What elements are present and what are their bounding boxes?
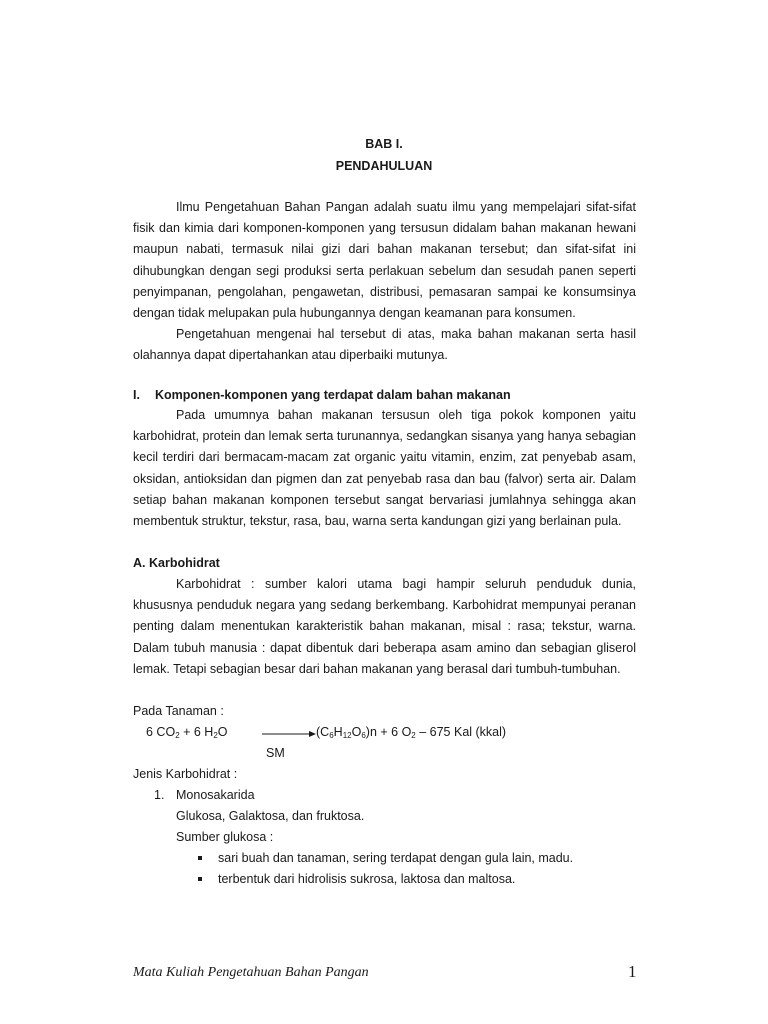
- reaction-products: $(C_6H_{12}O_6)n + 6$ $O_2 - 675$ Kal (kkal): [316, 725, 507, 740]
- list-item-number: 1.: [154, 788, 165, 802]
- list-item-title: Monosakarida: [176, 788, 255, 802]
- reaction-arrow-icon: [262, 728, 316, 738]
- intro-paragraph-2: Pengetahuan mengenai hal tersebut di atas, maka bahan makanan serta hasil olahannya dapat dipertahankan atau diperbaiki mutunya.: [133, 327, 636, 363]
- bullet-icon: [198, 877, 202, 881]
- bullet-item-1: sari buah dan tanaman, sering terdapat dengan gula lain, madu.: [218, 851, 574, 865]
- section-a-body: Karbohidrat : sumber kalori utama bagi hampir seluruh penduduk dunia, khususnya penduduk negara yang sedang berkembang. Karbohidrat mempunyai peranan penting dalam menentukan karakteristik bahan makanan, misal : rasa; tekstur, warna. Dalam tubuh manusia : dapat dibentuk dari beberapa asam amino dan sebagian gliserol lemak. Tetapi sebagian besar dari bahan makanan yang berasal dari tumbuh-tumbuhan.: [133, 577, 636, 676]
- intro-paragraph-1: Ilmu Pengetahuan Bahan Pangan adalah suatu ilmu yang mempelajari sifat-sifat fisik dan kimia dari komponen-komponen yang tersusun didalam bahan makanan hewani maupun nabati, termasuk nilai gizi dari bahan makanan tersebut; dan sifat-sifat ini dihubungkan dengan segi produksi serta perlakuan sebelum dan sesudah panen seperti penyimpanan, pengolahan, pengawetan, distribusi, pemasaran sampai ke konsumsinya dengan tidak melupakan pula hubungannya dengan keamanan para konsumen.: [133, 200, 636, 321]
- reaction-reactants: 6 $CO_2 + 6$ $H_2O$: [146, 725, 228, 740]
- bullet-item-2: terbentuk dari hidrolisis sukrosa, laktosa dan maltosa.: [218, 872, 516, 886]
- bullet-icon: [198, 856, 202, 860]
- chapter-label: BAB I.: [365, 137, 403, 151]
- section-a-heading: A. Karbohidrat: [133, 556, 220, 570]
- jenis-label: Jenis Karbohidrat :: [133, 767, 238, 781]
- section-1-body: Pada umumnya bahan makanan tersusun oleh tiga pokok komponen yaitu karbohidrat, protein dan lemak serta turunannya, sedangkan sisanya yang hanya sebagian kecil terdiri dari bermacam-macam zat organic yaitu vitamin, enzim, zat penyebab asam, oksidan, antioksidan dan pigmen dan zat penyebab rasa dan bau (falvor) serta air. Dalam setiap bahan makanan komponen tersebut sangat bervariasi jumlahnya sehingga akan membentuk struktur, tekstur, rasa, bau, warna serta kandungan gizi yang berlainan pula.: [133, 408, 636, 529]
- monosakarida-examples: Glukosa, Galaktosa, dan fruktosa.: [176, 809, 365, 823]
- section-1-number: I.: [133, 388, 140, 402]
- reaction-intro: Pada Tanaman :: [133, 704, 224, 718]
- chapter-title: PENDAHULUAN: [335, 159, 433, 173]
- glukosa-source-label: Sumber glukosa :: [176, 830, 274, 844]
- reaction-arrow-label: SM: [266, 746, 285, 760]
- footer-course-title: Mata Kuliah Pengetahuan Bahan Pangan: [133, 965, 369, 980]
- page-number: 1: [628, 962, 637, 981]
- section-1-heading: Komponen-komponen yang terdapat dalam bahan makanan: [155, 388, 511, 402]
